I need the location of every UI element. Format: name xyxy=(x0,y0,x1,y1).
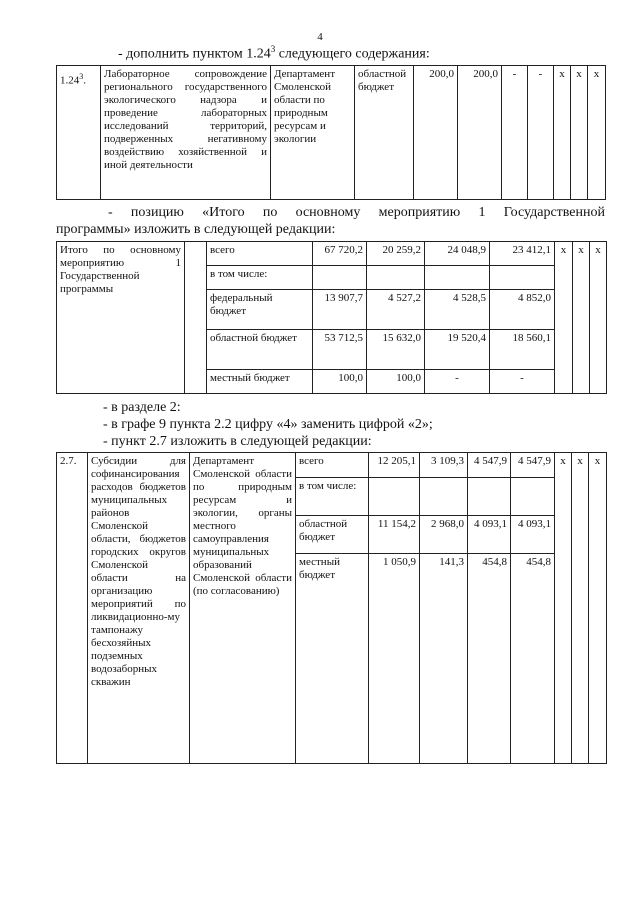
item-2-7-row-all-v1: 12 205,1 xyxy=(369,453,420,478)
item-2-7-row-local-v1: 1 050,9 xyxy=(369,554,420,594)
item-2-7-row-regional-v4: 4 093,1 xyxy=(511,516,555,554)
item-2-7-filler-v3 xyxy=(468,594,511,764)
item-2-7-row-regional-v1: 11 154,2 xyxy=(369,516,420,554)
total-row-local-name: местный бюджет xyxy=(207,370,313,394)
item-mark-2: x xyxy=(571,66,588,200)
item-2-7-mark-2: x xyxy=(572,453,589,764)
total-row-all-v3: 24 048,9 xyxy=(425,242,490,266)
total-label: Итого по основному мероприятию 1 Государственной программы xyxy=(57,242,185,394)
intro-section-2: - в разделе 2: xyxy=(103,400,181,415)
total-row-federal-v4: 4 852,0 xyxy=(490,290,555,330)
item-number xyxy=(57,66,101,200)
total-row-including-v2 xyxy=(367,266,425,290)
intro-add-item xyxy=(118,44,430,63)
item-number-sup: 3 xyxy=(79,72,84,81)
item-value-year2: - xyxy=(502,66,528,200)
total-mark-3: x xyxy=(590,242,607,394)
item-source: областной бюджет xyxy=(355,66,414,200)
total-row-federal-v2: 4 527,2 xyxy=(367,290,425,330)
table-item-2-7 xyxy=(56,452,607,764)
total-mark-1: x xyxy=(555,242,573,394)
item-2-7-row-including: в том числе: xyxy=(296,478,369,516)
intro-replace-digit: - в графе 9 пункта 2.2 цифру «4» заменить цифрой «2»; xyxy=(103,417,433,432)
page-number: 4 xyxy=(317,31,323,43)
item-2-7-row-all-v2: 3 109,3 xyxy=(420,453,468,478)
total-row-regional-v3: 19 520,4 xyxy=(425,330,490,370)
total-row-local-v2: 100,0 xyxy=(367,370,425,394)
total-row-federal-v3: 4 528,5 xyxy=(425,290,490,330)
intro-total-line-2: программы» изложить в следующей редакции: xyxy=(56,222,336,237)
total-row-regional-v1: 53 712,5 xyxy=(313,330,367,370)
table-total-activity-1 xyxy=(56,241,607,394)
item-2-7-row-all-v4: 4 547,9 xyxy=(511,453,555,478)
total-row-including: в том числе: xyxy=(207,266,313,290)
intro-item-2-7: - пункт 2.7 изложить в следующей редакции: xyxy=(103,434,372,449)
total-row-local-v1: 100,0 xyxy=(313,370,367,394)
item-2-7-row-all-v3: 4 547,9 xyxy=(468,453,511,478)
item-2-7-row-local-name: местный бюджет xyxy=(296,554,369,594)
item-2-7-mark-1: x xyxy=(555,453,572,764)
total-row-all-v2: 20 259,2 xyxy=(367,242,425,266)
item-2-7-number: 2.7. xyxy=(57,453,88,764)
item-2-7-row-regional-v2: 2 968,0 xyxy=(420,516,468,554)
item-number-dot: . xyxy=(83,74,86,87)
intro-add-item-sup: 3 xyxy=(270,44,276,54)
item-2-7-row-including-v2 xyxy=(420,478,468,516)
item-executor: Департамент Смоленской области по природным ресурсам и экологии xyxy=(271,66,355,200)
item-name: Лабораторное сопровождение регионального государственного экологического надзора и проведение лабораторных исследований территорий, подверженных негативному воздействию хозяйственной и иной деятельности xyxy=(101,66,271,200)
total-row-all-name: всего xyxy=(207,242,313,266)
item-2-7-row-local-v4: 454,8 xyxy=(511,554,555,594)
total-row-federal-v1: 13 907,7 xyxy=(313,290,367,330)
total-row-local-v4: - xyxy=(490,370,555,394)
item-2-7-row-all-name: всего xyxy=(296,453,369,478)
total-row-regional-v2: 15 632,0 xyxy=(367,330,425,370)
intro-total-line-1: - позицию «Итого по основному мероприятию 1 Государственной xyxy=(108,205,605,220)
item-mark-3: x xyxy=(588,66,606,200)
total-row-including-v1 xyxy=(313,266,367,290)
item-value-year3: - xyxy=(528,66,554,200)
total-row-regional-v4: 18 560,1 xyxy=(490,330,555,370)
item-2-7-row-including-v3 xyxy=(468,478,511,516)
item-mark-1: x xyxy=(554,66,571,200)
total-row-including-v3 xyxy=(425,266,490,290)
intro-add-item-prefix: - дополнить пунктом 1.24 xyxy=(118,46,271,62)
item-number-main: 1.24 xyxy=(60,74,80,87)
item-2-7-row-local-v2: 141,3 xyxy=(420,554,468,594)
item-2-7-row-local-v3: 454,8 xyxy=(468,554,511,594)
total-row-all-v1: 67 720,2 xyxy=(313,242,367,266)
item-2-7-row-regional-v3: 4 093,1 xyxy=(468,516,511,554)
total-blank-column xyxy=(185,242,207,394)
item-2-7-filler-v1 xyxy=(369,594,420,764)
item-2-7-row-regional-name: областной бюджет xyxy=(296,516,369,554)
item-2-7-row-including-v1 xyxy=(369,478,420,516)
item-value-year1: 200,0 xyxy=(458,66,502,200)
total-row-all-v4: 23 412,1 xyxy=(490,242,555,266)
table-item-1-24-3 xyxy=(56,65,606,200)
total-mark-2: x xyxy=(573,242,590,394)
total-row-federal-name: федеральный бюджет xyxy=(207,290,313,330)
intro-add-item-suffix: следующего содержания: xyxy=(275,46,430,62)
item-2-7-name: Субсидии для софинансирования расходов бюджетов муниципальных районов Смоленской области, бюджетов городских округов Смоленской области на организацию мероприятий по ликвидационно-му тампонажу бесхозяйных подземных водозаборных скважин xyxy=(88,453,190,764)
item-2-7-row-including-v4 xyxy=(511,478,555,516)
item-2-7-filler-v4 xyxy=(511,594,555,764)
item-2-7-filler-v2 xyxy=(420,594,468,764)
total-row-regional-name: областной бюджет xyxy=(207,330,313,370)
total-row-including-v4 xyxy=(490,266,555,290)
item-2-7-mark-3: x xyxy=(589,453,607,764)
item-2-7-executor: Департамент Смоленской области по природным ресурсам и экологии, органы местного самоуправления муниципальных образований Смоленской области (по согласованию) xyxy=(190,453,296,764)
item-value-total: 200,0 xyxy=(414,66,458,200)
item-2-7-row-local-filler xyxy=(296,594,369,764)
total-row-local-v3: - xyxy=(425,370,490,394)
